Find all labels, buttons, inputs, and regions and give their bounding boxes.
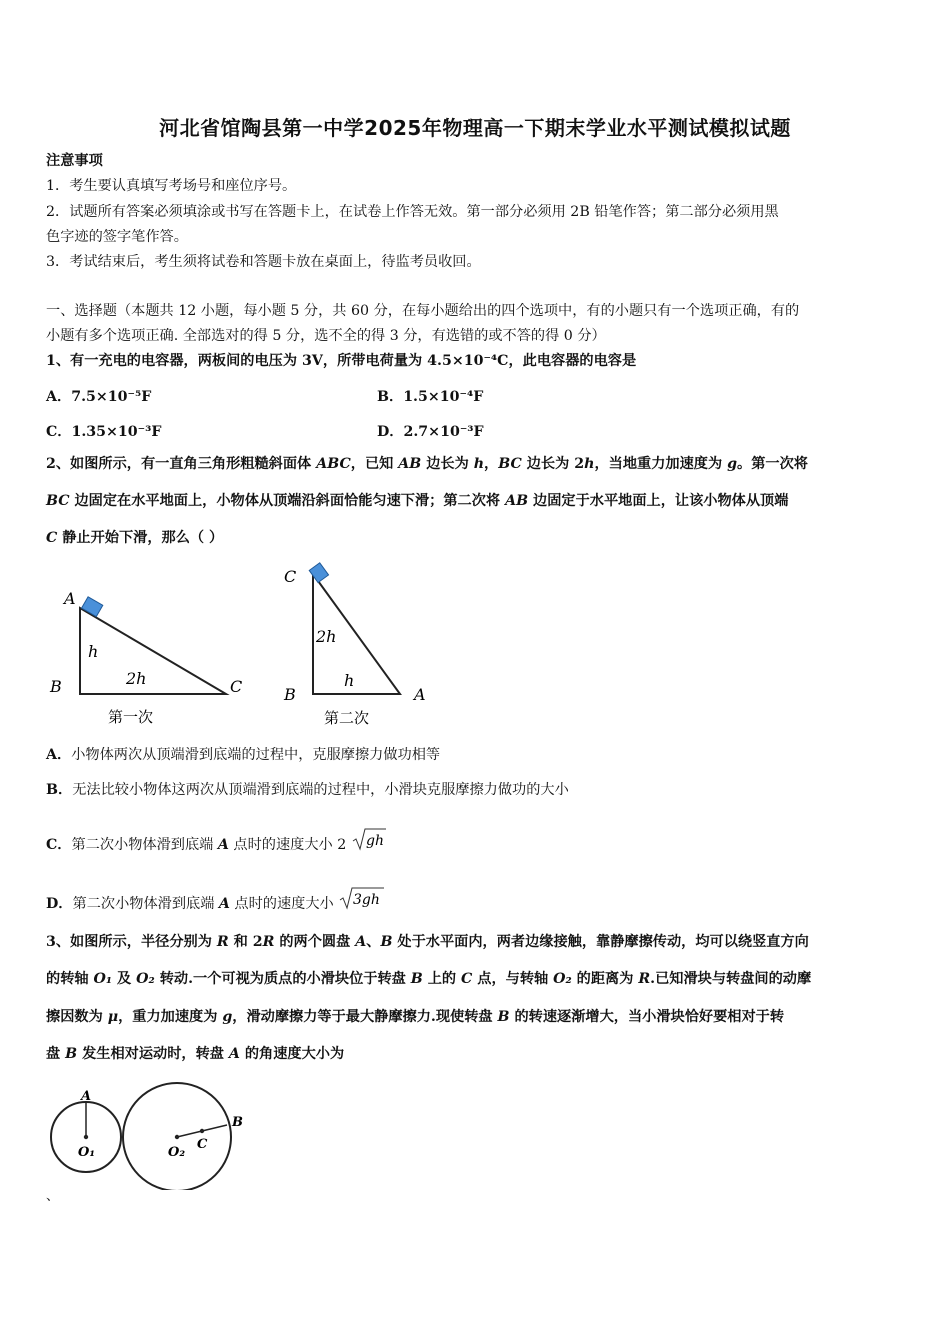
vertex-label-b: B (50, 677, 62, 696)
q3-stem-line-3 (46, 1008, 908, 1026)
q3-text: 上的 (422, 971, 462, 987)
q2-text: 静止开始下滑，那么（ ） (57, 530, 224, 546)
q3-text: 的转轴 (46, 971, 94, 987)
q3-var-b: B (497, 1009, 510, 1025)
vertex-label-b: B (284, 685, 296, 704)
q1-option-c-label: C． (46, 424, 72, 440)
q2-stem-line-3 (46, 529, 908, 547)
q1-option-a (46, 386, 151, 406)
q3-text: 处于水平面内，两者边缘接触，靠静摩擦传动，均可以绕竖直方向 (392, 934, 809, 950)
q3-var-o2: O₂ (553, 971, 572, 987)
q3-var-r: R (638, 971, 651, 987)
q3-text: 的角速度大小为 (239, 1046, 345, 1062)
q2-text: 2、如图所示，有一直角三角形粗糙斜面体 (46, 456, 317, 472)
q1-option-b (377, 386, 483, 406)
axis-label-o2: O₂ (168, 1145, 186, 1160)
q2-text: ，当地重力加速度为 (594, 456, 728, 472)
q1-option-c (46, 421, 161, 441)
point-label-c: C (197, 1137, 208, 1152)
notice-item-1: 1．考生要认真填写考场号和座位序号。 (46, 178, 297, 194)
side-label-2h: 2h (126, 669, 147, 688)
radicand-3gh: 3gh (353, 892, 381, 908)
q3-text: 转动.一个可视为质点的小滑块位于转盘 (154, 971, 411, 987)
q3-stem-line-1 (46, 933, 908, 951)
q2-text: 边固定于水平地面上，让该小物体从顶端 (528, 493, 789, 509)
q2-stem-line-1 (46, 455, 908, 473)
q3-text: 3、如图所示，半径分别为 (46, 934, 217, 950)
radicand-gh: gh (365, 833, 384, 849)
q2-var-h: h (584, 456, 595, 472)
q2-var-abc: ABC (316, 456, 351, 472)
q2-option-d (46, 886, 908, 913)
option-text: 第二次小物体滑到底端 (72, 896, 219, 912)
q2-text: 边固定在水平地面上，小物体从顶端沿斜面恰能匀速下滑；第二次将 (69, 493, 506, 509)
incline-figure-second (283, 563, 426, 727)
q3-var-o2: O₂ (136, 971, 155, 987)
q3-text: 盘 (46, 1046, 66, 1062)
point-label-a: A (81, 1089, 92, 1104)
q1-option-b-text: 1.5×10⁻⁴F (403, 389, 484, 405)
side-label-h: h (88, 642, 99, 661)
option-label: C． (46, 837, 72, 853)
q3-var-r: R (262, 934, 275, 950)
option-var-a: A (217, 837, 229, 853)
sqrt-3gh (338, 886, 386, 910)
q1-option-d-text: 2.7×10⁻³F (403, 424, 484, 440)
q2-var-h: h (473, 456, 485, 472)
q2-var-c: C (46, 530, 58, 546)
point-label-b: B (232, 1115, 243, 1130)
option-label: B． (46, 782, 73, 798)
option-text: 无法比较小物体这两次从顶端滑到底端的过程中，小滑块克服摩擦力做功的大小 (72, 782, 569, 798)
q3-text: 的两个圆盘 (274, 934, 356, 950)
q3-var-b: B (410, 971, 423, 987)
vertex-label-c: C (230, 677, 243, 696)
q2-var-bc: BC (498, 456, 522, 472)
q3-text: 的转速逐渐增大，当小滑块恰好要相对于转 (509, 1009, 785, 1025)
figure-caption-second: 第二次 (324, 709, 370, 727)
q2-text: ， (484, 456, 499, 472)
q3-text: 、 (366, 934, 381, 950)
page-title: 河北省馆陶县第一中学2025年物理高一下期末学业水平测试模拟试题 (159, 116, 791, 140)
q2-option-b (46, 781, 908, 799)
section-header-line-2: 小题有多个选项正确. 全部选对的得 5 分，选不全的得 3 分，有选错的或不答的得 0 分） (46, 328, 606, 344)
vertex-label-a: A (64, 589, 76, 608)
q1-option-a-text: 7.5×10⁻⁵F (71, 389, 152, 405)
option-text: 点时的速度大小 (229, 896, 334, 912)
q2-option-a (46, 746, 908, 764)
q1-option-c-text: 1.35×10⁻³F (71, 424, 162, 440)
option-var-a: A (218, 896, 230, 912)
trailing-mark: 、 (46, 1189, 60, 1204)
q3-text: 和 2 (228, 934, 263, 950)
notice-item-2b: 色字迹的签字笔作答。 (46, 229, 188, 245)
q1-option-d-label: D． (377, 424, 404, 440)
incline-figure-first (49, 589, 242, 726)
option-label: D． (46, 896, 73, 912)
q3-var-b: B (65, 1046, 78, 1062)
q2-var-g: g (727, 456, 738, 472)
q2-stem-line-2 (46, 492, 908, 510)
q3-var-mu: μ (107, 1009, 119, 1025)
q3-text: ，滑动摩擦力等于最大静摩擦力.现使转盘 (232, 1009, 498, 1025)
q1-option-a-label: A． (46, 389, 72, 405)
disk-a (51, 1089, 121, 1172)
q3-text: 的距离为 (571, 971, 639, 987)
q3-stem-line-4 (46, 1045, 908, 1063)
q2-text: ，已知 (350, 456, 399, 472)
figure-caption-first: 第一次 (108, 708, 154, 726)
q3-var-g: g (222, 1009, 233, 1025)
axis-label-o1: O₁ (78, 1145, 96, 1160)
q3-text: .已知滑块与转盘间的动摩 (650, 971, 812, 987)
q3-var-b: B (380, 934, 393, 950)
side-label-h: h (344, 671, 355, 690)
q2-var-bc: BC (46, 493, 70, 509)
q1-option-d (377, 421, 484, 441)
q2-text: 。第一次将 (737, 456, 808, 472)
q2-option-c (46, 827, 908, 854)
vertex-label-c: C (284, 567, 297, 586)
q3-text: 发生相对运动时，转盘 (77, 1046, 229, 1062)
option-text: 点时的速度大小 2 (228, 837, 347, 853)
vertex-label-a: A (414, 685, 426, 704)
q3-stem-line-2 (46, 970, 908, 988)
notice-item-3: 3．考试结束后，考生须将试卷和答题卡放在桌面上，待监考员收回。 (46, 254, 481, 270)
notice-heading: 注意事项 (46, 153, 103, 169)
q3-var-a: A (355, 934, 367, 950)
q3-text: 点，与转轴 (472, 971, 554, 987)
q2-text: 边长为 2 (521, 456, 585, 472)
option-label: A． (46, 747, 72, 763)
disk-b (123, 1083, 243, 1190)
q3-var-c: C (461, 971, 473, 987)
option-text: 小物体两次从顶端滑到底端的过程中，克服摩擦力做功相等 (71, 747, 441, 763)
q2-var-ab: AB (398, 456, 422, 472)
q3-text: 擦因数为 (46, 1009, 108, 1025)
q2-text: 边长为 (421, 456, 474, 472)
q1-stem: 1、有一充电的电容器，两板间的电压为 3V，所带电荷量为 4.5×10⁻⁴C，此电容器的电容是 (46, 353, 637, 369)
side-label-2h: 2h (316, 627, 337, 646)
q2-var-ab: AB (505, 493, 529, 509)
sqrt-gh (351, 827, 387, 851)
q3-disk-figure (40, 1080, 260, 1190)
q3-var-a: A (228, 1046, 240, 1062)
section-header-line-1: 一、选择题（本题共 12 小题，每小题 5 分，共 60 分，在每小题给出的四个选项中，有的小题只有一个选项正确，有的 (46, 303, 800, 319)
q3-var-o1: O₁ (93, 971, 113, 987)
option-text: 第二次小物体滑到底端 (71, 837, 218, 853)
q2-figure (40, 560, 440, 735)
q3-text: 及 (112, 971, 137, 987)
q1-option-b-label: B． (377, 389, 404, 405)
q3-text: ，重力加速度为 (118, 1009, 223, 1025)
notice-item-2a: 2．试题所有答案必须填涂或书写在答题卡上，在试卷上作答无效。第一部分必须用 2B 铅笔作答；第二部分必须用黑 (46, 204, 779, 220)
q3-var-r: R (216, 934, 229, 950)
